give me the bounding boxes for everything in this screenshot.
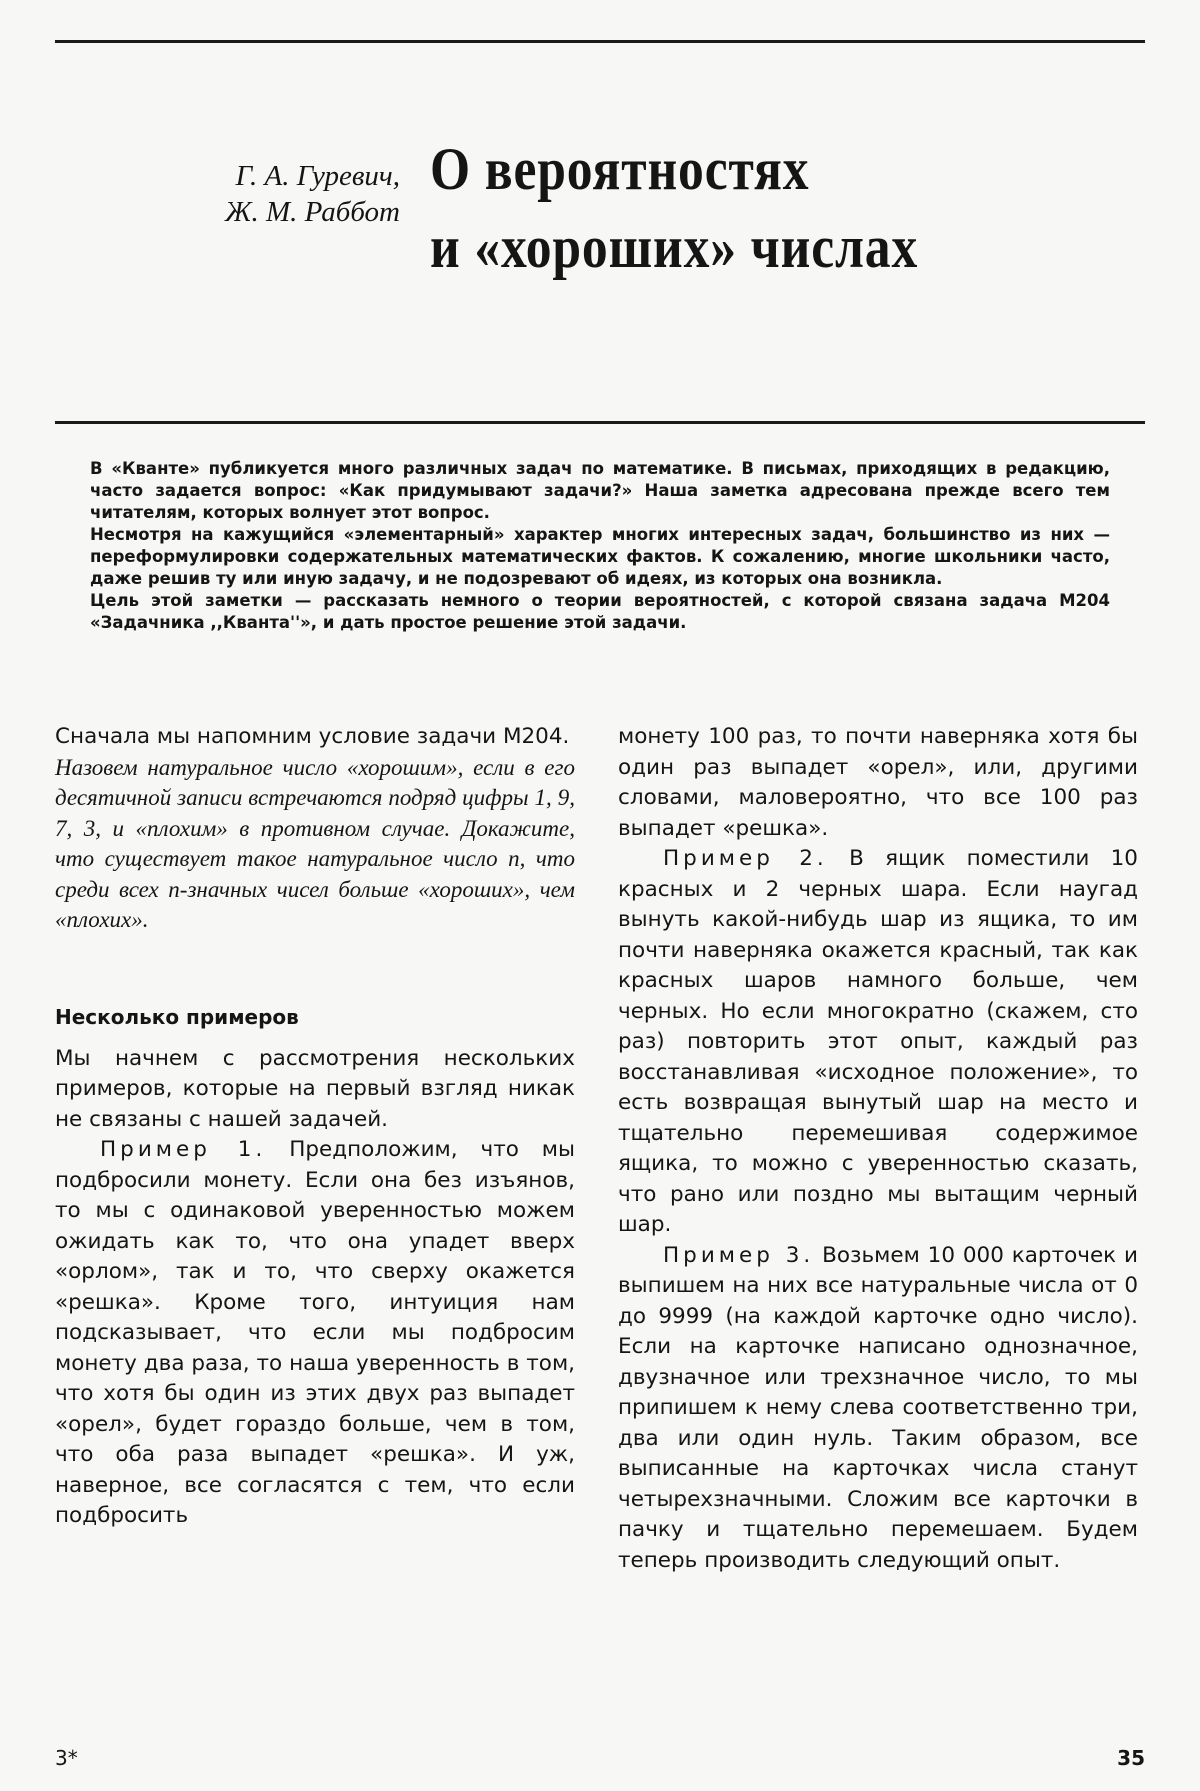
intro-paragraph: Сначала мы напомним условие задачи М204. <box>55 724 570 749</box>
body-paragraph: монету 100 раз, то почти наверняка хотя бы один раз выпадет «орел», или, другими словами, маловероятно, что все 100 раз выпадет «решка». <box>618 724 1138 841</box>
example-text: Предположим, что мы подбросили монету. Если она без изъянов, то мы с одинаковой уверенностью можем ожидать как то, что она упадет вверх «орлом», так и то, что сверху окажется «решка». Кроме того, интуиция нам подсказывает, что если мы подбросим монету два раза, то наша уверенность в том, что хотя бы один из этих двух раз выпадет «орел», будет гораздо больше, чем в том, что оба раза выпадет «решка». И уж, наверное, все согласятся с тем, что если подбросить <box>55 1137 575 1528</box>
abstract <box>90 458 1110 634</box>
article-title <box>430 130 1032 286</box>
page-number: 35 <box>1117 1746 1145 1770</box>
author-line: Г. А. Гуревич, <box>235 160 400 192</box>
article-authors <box>150 158 400 230</box>
body-paragraph: Мы начнем с рассмотрения нескольких примеров, которые на первый взгляд никак не связаны с нашей задачей. <box>55 1045 575 1132</box>
example-label: Пример 3. <box>663 1242 815 1268</box>
example-3-paragraph <box>618 1241 1138 1577</box>
example-2-paragraph <box>618 844 1138 1241</box>
section-rule <box>55 421 1145 424</box>
example-text: Возьмем 10 000 карточек и выпишем на них все натуральные числа от 0 до 9999 (на каждой карточке одно число). Если на карточке написано однозначное, двузначное или трехзначное число, то мы припишем к нему слева соответственно три, два или один нуль. Таким образом, все выписанные на карточках числа станут четырехзначными. Сложим все карточки в пачку и тщательно перемешаем. Будем теперь производить следующий опыт. <box>618 1242 1138 1573</box>
abstract-paragraph: В «Кванте» публикуется много различных задач по математике. В письмах, приходящих в редакцию, часто задается вопрос: «Как придумывают задачи?» Наша заметка адресована прежде всего тем читателям, которых волнует этот вопрос. <box>90 459 1110 522</box>
example-1-paragraph <box>55 1135 575 1532</box>
example-label: Пример 1. <box>100 1137 267 1162</box>
section-heading: Несколько примеров <box>55 1004 299 1029</box>
example-text: В ящик поместили 10 красных и 2 черных шара. Если наугад вынуть какой-нибудь шар из ящика, то им почти наверняка окажется красный, так как красных шаров намного больше, чем черных. Но если многократно (скажем, сто раз) повторить этот опыт, каждый раз восстанавливая «исходное положение», то есть возвращая вынутый шар на место и тщательно перемешивая содержимое ящика, то можно с уверенностью сказать, что рано или поздно мы вытащим черный шар. <box>618 846 1138 1237</box>
signature-mark: 3* <box>55 1746 78 1770</box>
abstract-paragraph: Несмотря на кажущийся «элементарный» характер многих интересных задач, большинство из них — переформулировки содержательных математических фактов. К сожалению, многие школьники часто, даже решив ту или иную задачу, и не подозревают об идеях, из которых она возникла. <box>90 525 1110 588</box>
author-line: Ж. М. Раббот <box>224 196 400 228</box>
example-label: Пример 2. <box>663 846 828 871</box>
task-statement: Назовем натуральное число «хорошим», если в его десятичной записи встречаются подряд цифры 1, 9, 7, 3, и «плохим» в противном случае. Докажите, что существует такое натуральное число n, что среди всех n-значных чисел больше «хороших», чем «плохих». <box>55 754 575 932</box>
top-rule <box>55 40 1145 43</box>
title-line: и «хороших» числах <box>430 214 919 280</box>
title-line: О вероятностях <box>430 136 810 202</box>
abstract-paragraph: Цель этой заметки — рассказать немного о теории вероятностей, с которой связана задача М204 «Задачника ,,Кванта''», и дать простое решение этой задачи. <box>90 591 1110 632</box>
right-column <box>618 722 1138 1576</box>
left-column <box>55 722 575 1532</box>
